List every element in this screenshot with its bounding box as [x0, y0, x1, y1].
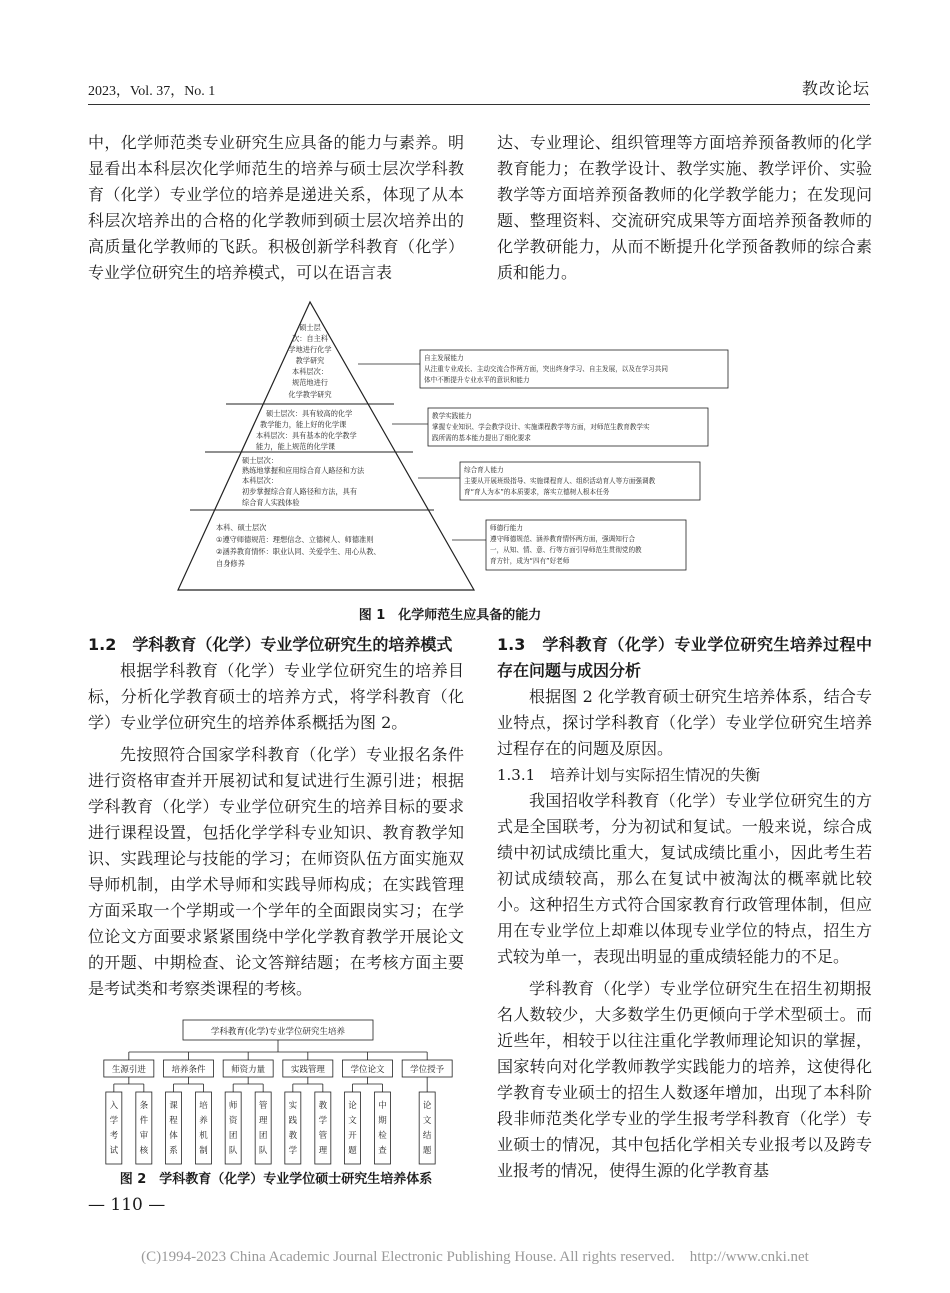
- section-1-3-1-heading: 1.3.1 培养计划与实际招生情况的失衡: [497, 766, 761, 784]
- figure2-leaf-char: 师: [228, 1101, 238, 1111]
- journal-info: 2023，Vol. 37，No. 1: [88, 84, 216, 99]
- figure2-leaf-char: 考: [109, 1131, 119, 1141]
- section-1-3-paragraph-2: 学科教育（化学）专业学位研究生在招生初期报名人数较少，大多数学生仍更倾向于学术型硕士。而近些年，相较于以往注重化学教师理论知识的掌握，国家转向对化学教师教学实践能力的培养，这使得化学教育专业硕士的招生人数逐年增加，出现了本科阶段非师范类化学专业的学生报考学科教育（化学）专业硕士的情况，其中包括化学相关专业报考以及跨专业报考的情况，使得生源的化学教育基: [497, 979, 872, 1180]
- section-1-3-heading: 1.3 学科教育（化学）专业学位研究生培养过程中存在问题与成因分析: [497, 635, 872, 680]
- figure2-tree: [104, 1020, 452, 1164]
- figure2-leaf-char: 审: [139, 1131, 149, 1141]
- ability-box-2-title: 教学实践能力: [432, 412, 472, 420]
- figure2-leaf-char: 学: [288, 1146, 298, 1156]
- figure2-leaf-char: 核: [139, 1146, 149, 1156]
- pyramid-level-3-line: 硕士层次：: [242, 456, 278, 465]
- figure2-leaf-char: 团: [258, 1131, 268, 1141]
- figure2-leaf-char: 中: [378, 1101, 387, 1111]
- figure2-leaf-char: 开: [348, 1131, 357, 1141]
- ability-box-3-line: 育“育人为本”的本质要求，落实立德树人根本任务: [464, 488, 610, 496]
- figure2-group-label: 培养条件: [171, 1065, 206, 1075]
- pyramid-level-4: [216, 523, 381, 568]
- pyramid-level-4-line: 自身修养: [216, 559, 245, 568]
- figure2-leaf-char: 论: [422, 1101, 432, 1111]
- figure2-leaf-char: 课: [169, 1101, 178, 1111]
- pyramid-level-3-line: 初步掌握综合育人路径和方法，具有: [242, 487, 358, 496]
- figure2-group-label: 生源引进: [111, 1065, 146, 1075]
- figure2-group-label: 学位授予: [410, 1065, 445, 1075]
- ability-box-1-line: 从注重专业成长、主动交流合作两方面，突出终身学习、自主发展，以及在学习共同: [424, 365, 668, 373]
- figure2-leaf-char: 件: [139, 1116, 149, 1126]
- figure2-leaf-char: 制: [199, 1146, 208, 1156]
- pyramid-level-3-line: 熟练地掌握和应用综合育人路径和方法: [242, 466, 365, 475]
- figure2-leaf-char: 培: [199, 1101, 208, 1111]
- pyramid-level-1-line: 硕士层: [299, 323, 321, 332]
- section-title: 教改论坛: [801, 79, 870, 98]
- pyramid-level-1: [288, 323, 331, 399]
- figure2-leaf-char: 程: [169, 1116, 178, 1126]
- section-1-2: [88, 632, 464, 1002]
- figure2-leaf-char: 资: [228, 1116, 238, 1126]
- section-1-3: [497, 632, 872, 1184]
- page-number: — 110 —: [88, 1195, 166, 1215]
- figure2-leaf-char: 团: [228, 1131, 238, 1141]
- figure2-leaf-char: 理: [318, 1146, 328, 1156]
- figure2-group-label: 师资力量: [231, 1065, 266, 1075]
- intro-left-text: 中，化学师范类专业研究生应具备的能力与素养。明显看出本科层次化学师范生的培养与硕士层次学科教育（化学）专业学位的培养是递进关系，体现了从本科层次培养出的合格的化学教师到硕士层次培养出的高质量化学教师的飞跃。积极创新学科教育（化学）专业学位研究生的培养模式，可以在语言表: [88, 133, 464, 282]
- ability-box-4-line: 遵守师德规范、涵养教育情怀两方面，强调知行合: [490, 535, 636, 543]
- figure2-leaf-char: 题: [348, 1146, 357, 1156]
- figure2-leaf-char: 学: [109, 1116, 119, 1126]
- ability-box-1-line: 体中不断提升专业水平的意识和能力: [424, 376, 530, 384]
- figure1-pyramid-diagram: [170, 300, 730, 600]
- pyramid-level-2-line: 能力，能上规范的化学课: [256, 442, 336, 451]
- pyramid-level-1-line: 学地进行化学: [288, 345, 332, 354]
- pyramid-level-2: [256, 409, 357, 452]
- ability-box-4-line: 育方针，成为“四有”好老师: [490, 557, 570, 565]
- pyramid-level-1-line: 教学研究: [295, 356, 325, 365]
- section-1-3-paragraph-1: 我国招收学科教育（化学）专业学位研究生的方式是全国联考，分为初试和复试。一般来说，综合成绩中初试成绩比重大，复试成绩比重小，因此考生若初试成绩较高，那么在复试中被淘汰的概率就比较小。这种招生方式符合国家教育行政管理体制，但应用在专业学位上却难以体现专业学位的特点，招生方式较为单一，表现出明显的重成绩轻能力的不足。: [497, 791, 872, 966]
- section-1-2-paragraph-1: 根据学科教育（化学）专业学位研究生的培养目标，分析化学教育硕士的培养方式，将学科教育（化学）专业学位研究生的培养体系概括为图 2。: [88, 661, 464, 732]
- copyright-notice: (C)1994-2023 China Academic Journal Electronic Publishing House. All rights reserved. http://www.cnki.net: [141, 1249, 809, 1265]
- section-1-2-heading: 1.2 学科教育（化学）专业学位研究生的培养模式: [88, 635, 453, 654]
- figure2-leaf-char: 管: [318, 1131, 328, 1141]
- pyramid-level-4-line: ②涵养教育情怀：职业认同、关爱学生、用心从教、: [216, 547, 381, 556]
- intro-right-column: [497, 130, 872, 286]
- figure2-leaf-char: 队: [258, 1146, 268, 1156]
- figure2-leaf-char: 践: [288, 1116, 298, 1126]
- ability-box-4-line: 一，从知、情、意、行等方面引导师范生贯彻党的教: [490, 546, 642, 554]
- figure2-leaf-char: 管: [258, 1101, 268, 1111]
- figure2-leaf-char: 队: [228, 1146, 238, 1156]
- figure2-leaf-char: 条: [139, 1101, 149, 1111]
- pyramid-level-3: [242, 456, 365, 507]
- pyramid-level-1-line: 本科层次：: [292, 367, 328, 376]
- figure2-group-label: 学位论文: [350, 1065, 385, 1075]
- header-rule: [88, 104, 870, 105]
- figure2-leaf-char: 理: [258, 1116, 268, 1126]
- figure2-group-label: 实践管理: [290, 1065, 325, 1075]
- pyramid-level-2-line: 硕士层次：具有较高的化学: [266, 409, 353, 418]
- section-1-2-paragraph-2: 先按照符合国家学科教育（化学）专业报名条件进行资格审查并开展初试和复试进行生源引进；根据学科教育（化学）专业学位研究生的培养目标的要求进行课程设置，包括化学学科专业知识、教育教学知识、实践理论与技能的学习；在师资队伍方面实施双导师机制，由学术导师和实践导师构成；在实践管理方面采取一个学期或一个学年的全面跟岗实习；在学位论文方面要求紧紧围绕中学化学教育教学开展论文的开题、中期检查、论文答辩结题；在考核方面主要是考试类和考察类课程的考核。: [88, 745, 464, 998]
- figure2-leaf-char: 学: [318, 1116, 328, 1126]
- ability-box-3-text: [464, 465, 656, 497]
- figure2-leaf-char: 结: [422, 1131, 432, 1141]
- ability-box-2-line: 掌握专业知识、学会教学设计、实施课程教学等方面，对师范生教育教学实: [432, 423, 650, 431]
- figure2-leaf-char: 教: [288, 1131, 298, 1141]
- pyramid-level-4-line: 本科、硕士层次: [216, 523, 267, 532]
- pyramid-level-3-line: 本科层次：: [242, 476, 278, 485]
- figure2-leaf-char: 期: [378, 1116, 387, 1126]
- ability-box-4-title: 师德行能力: [490, 524, 523, 532]
- figure2-leaf-char: 系: [169, 1146, 178, 1156]
- intro-left-column: [88, 130, 464, 286]
- pyramid-level-2-line: 教学能力，能上好的化学课: [260, 420, 347, 429]
- figure2-leaf-char: 实: [288, 1101, 298, 1111]
- ability-box-3-title: 综合育人能力: [464, 466, 504, 474]
- pyramid-level-2-line: 本科层次：具有基本的化学教学: [256, 431, 357, 440]
- figure2-root-label: 学科教育(化学)专业学位研究生培养: [210, 1027, 346, 1037]
- figure2-leaf-char: 检: [378, 1131, 387, 1141]
- figure2-leaf-char: 文: [422, 1116, 432, 1126]
- ability-box-2-line: 践所需的基本能力提出了细化要求: [432, 434, 531, 442]
- figure2-leaf-char: 论: [348, 1101, 357, 1111]
- pyramid-level-4-line: ①遵守师德规范：理想信念、立德树人、师德准则: [216, 535, 374, 544]
- figure2-leaf-char: 试: [109, 1146, 119, 1156]
- figure1-caption: 图 1 化学师范生应具备的能力: [358, 608, 542, 623]
- intro-right-text: 达、专业理论、组织管理等方面培养预备教师的化学教育能力；在教学设计、教学实施、教学评价、实验教学等方面培养预备教师的化学教学能力；在发现问题、整理资料、交流研究成果等方面培养预备教师的化学教研能力，从而不断提升化学预备教师的综合素质和能力。: [497, 133, 872, 282]
- figure2-leaf-char: 题: [422, 1146, 432, 1156]
- figure2-leaf-char: 教: [318, 1101, 328, 1111]
- pyramid-level-1-line: 规范地进行: [292, 378, 328, 387]
- ability-box-4-text: [490, 523, 642, 566]
- figure2-leaf-char: 机: [199, 1131, 208, 1141]
- pyramid-level-3-line: 综合育人实践体验: [242, 498, 300, 507]
- ability-box-2-text: [432, 411, 650, 442]
- section-1-3-intro: 根据图 2 化学教育硕士研究生培养体系，结合专业特点，探讨学科教育（化学）专业学位研究生培养过程存在的问题及原因。: [497, 687, 872, 758]
- figure2-leaf-char: 养: [199, 1116, 208, 1126]
- figure2-leaf-char: 查: [378, 1146, 387, 1156]
- pyramid-level-1-line: 次：自主科: [292, 334, 328, 343]
- ability-box-1-title: 自主发展能力: [424, 354, 464, 362]
- figure2-leaf-char: 体: [169, 1131, 178, 1141]
- ability-box-3-line: 主要从开展班级指导、实施课程育人、组织活动育人等方面强调教: [464, 477, 656, 485]
- figure2-leaf-char: 文: [348, 1116, 357, 1126]
- pyramid-level-1-line: 化学教学研究: [288, 390, 332, 399]
- figure2-caption: 图 2 学科教育（化学）专业学位硕士研究生培养体系: [119, 1172, 433, 1187]
- ability-box-1-text: [424, 353, 668, 384]
- figure2-leaf-char: 入: [109, 1101, 119, 1111]
- figure2-tree-diagram: [98, 1018, 458, 1168]
